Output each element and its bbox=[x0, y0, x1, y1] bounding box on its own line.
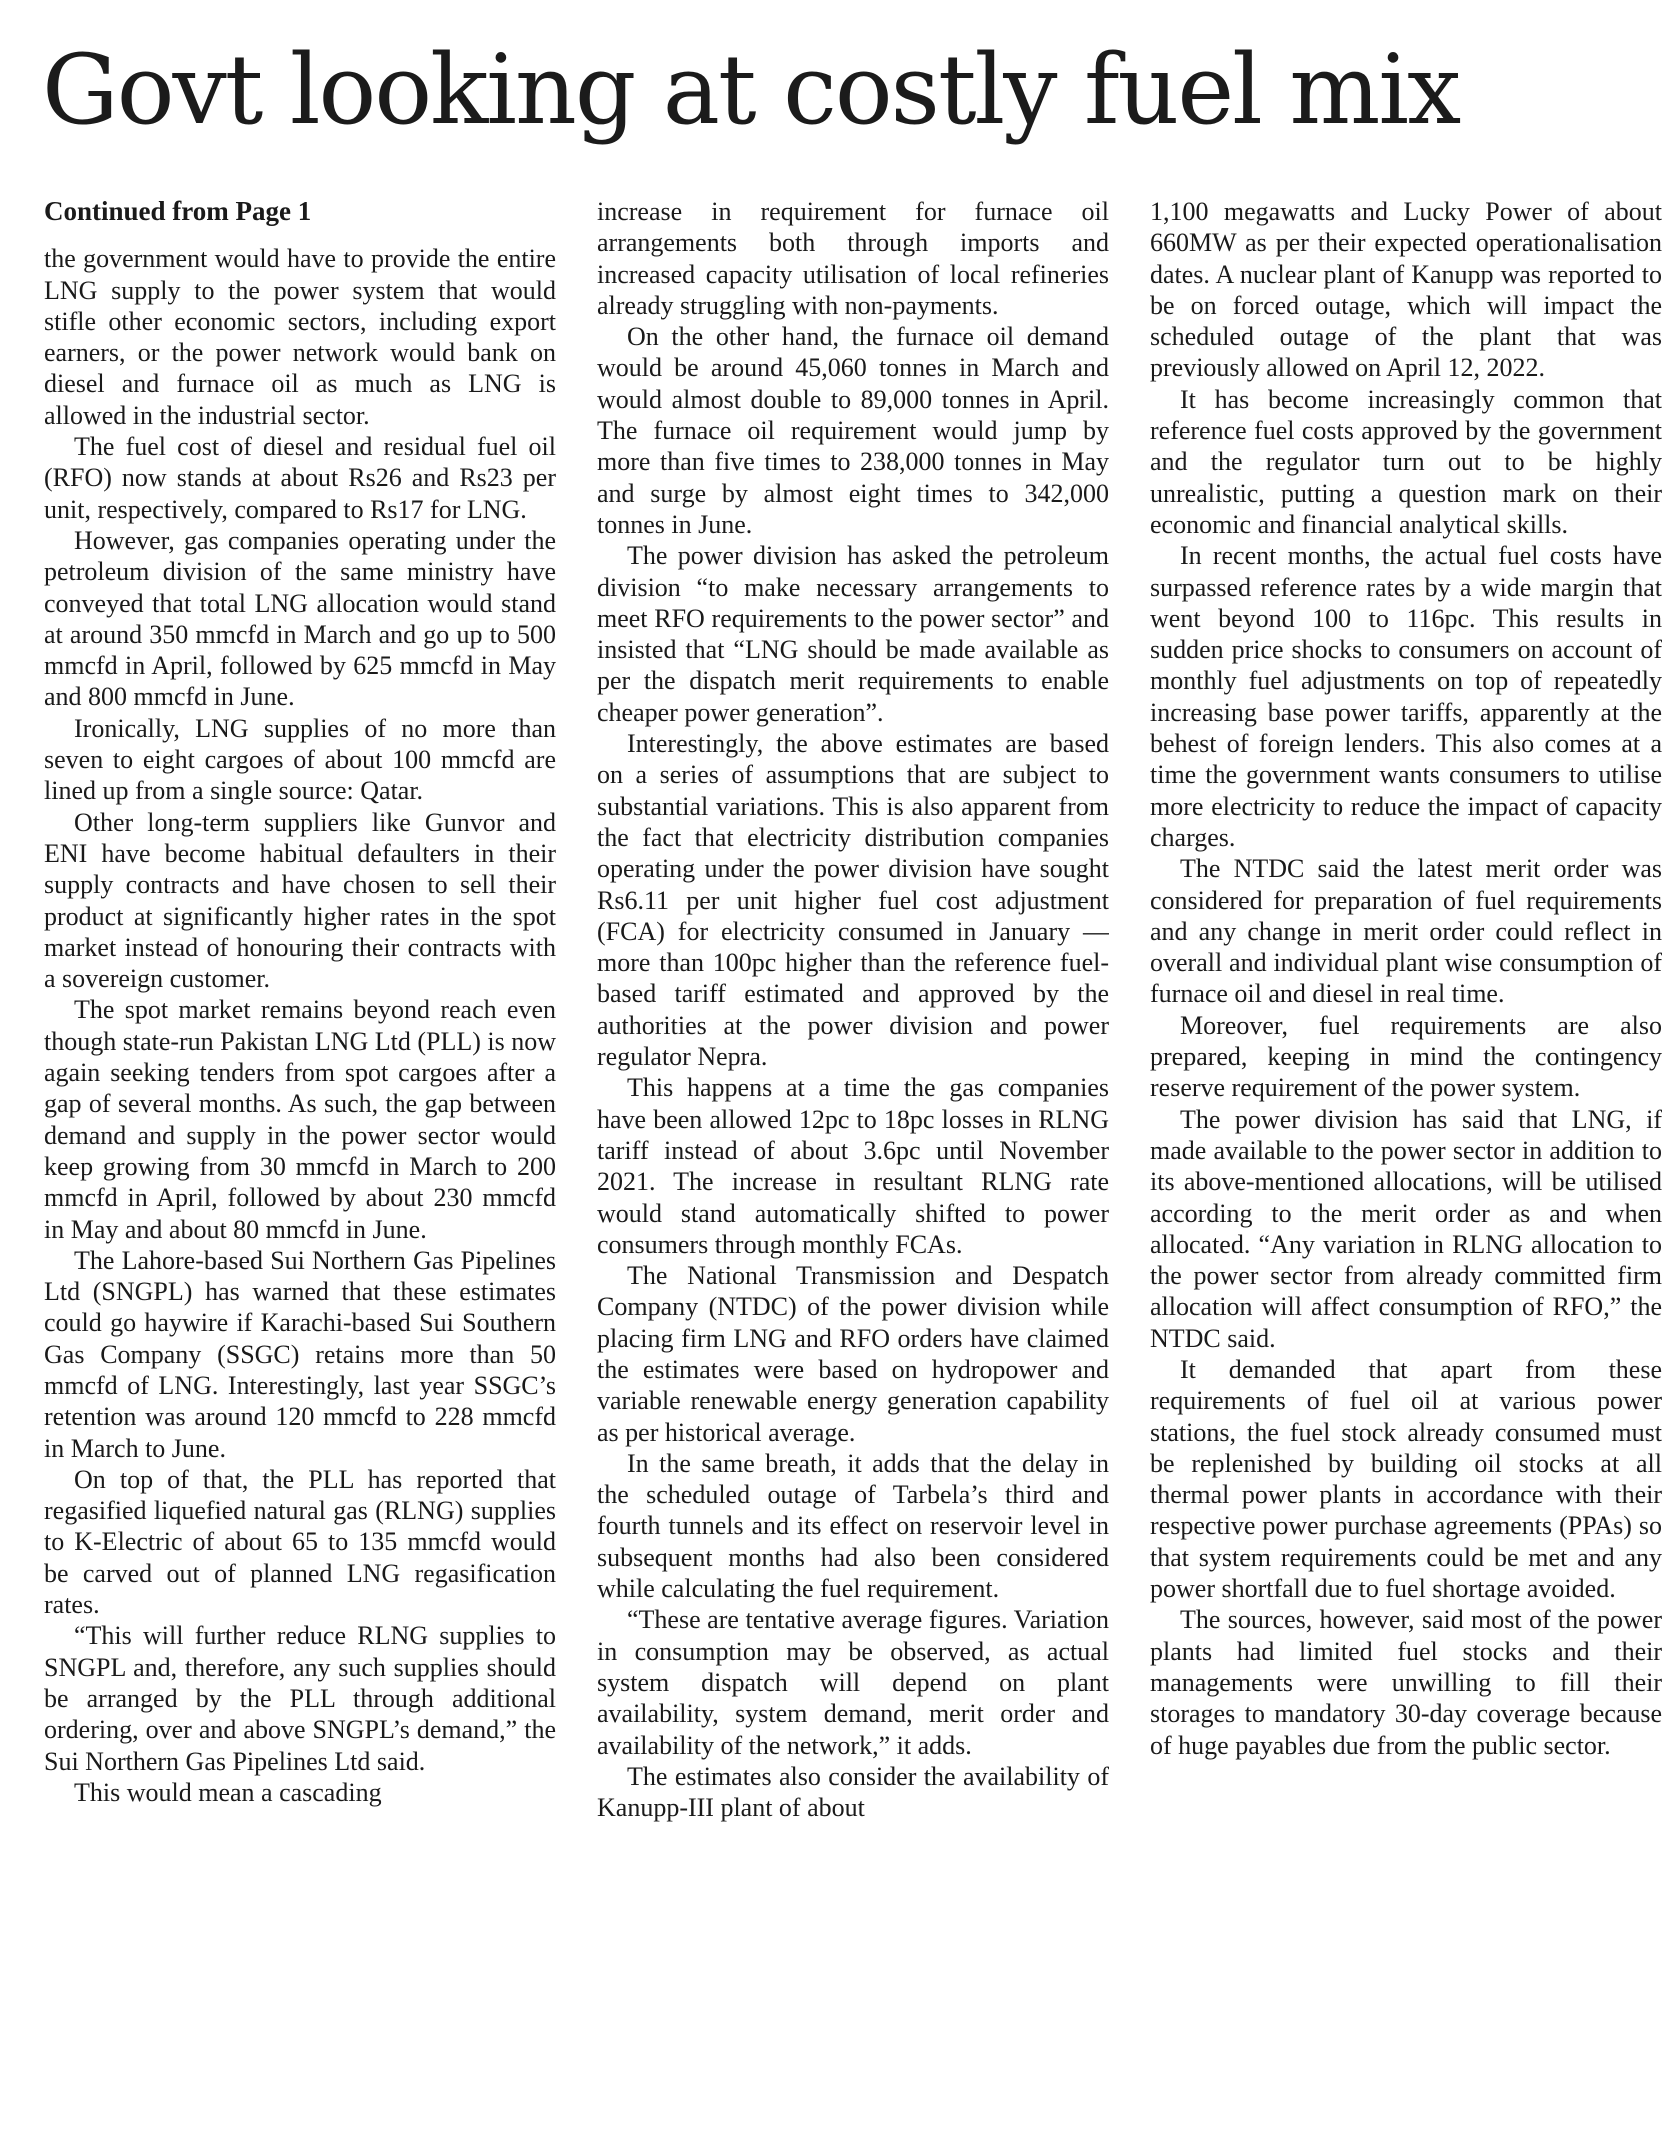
paragraph: On top of that, the PLL has reported that regasified liquefied natural gas (RLNG) supplies to K-Electric of about 65 to 135 mmcfd would be carved out of planned LNG regasification rates. bbox=[44, 1464, 556, 1620]
column-1 bbox=[44, 196, 556, 2096]
paragraph: 1,100 megawatts and Lucky Power of about 660MW as per their expected operationalisation dates. A nuclear plant of Kanupp was reported to be on forced outage, which will impact the scheduled outage of the plant that was previously allowed on April 12, 2022. bbox=[1150, 197, 1662, 383]
paragraph: On the other hand, the furnace oil demand would be around 45,060 tonnes in March and would almost double to 89,000 tonnes in April. The furnace oil requirement would jump by more than five times to 238,000 tonnes in May and surge by almost eight times to 342,000 tonnes in June. bbox=[597, 322, 1109, 539]
paragraph: The Lahore-based Sui Northern Gas Pipelines Ltd (SNGPL) has warned that these estimates could go haywire if Karachi-based Sui Southern Gas Company (SSGC) retains more than 50 mmcfd of LNG. Interestingly, last year SSGC’s retention was around 120 mmcfd to 228 mmcfd in March to June. bbox=[44, 1245, 556, 1463]
continued-from-label: Continued from Page 1 bbox=[44, 196, 312, 226]
paragraph: However, gas companies operating under the petroleum division of the same ministry have conveyed that total LNG allocation would stand at around 350 mmcfd in March and go up to 500 mmcfd in April, followed by 625 mmcfd in May and 800 mmcfd in June. bbox=[44, 525, 556, 712]
paragraph: “These are tentative average figures. Variation in consumption may be observed, as actual system dispatch will depend on plant availability, system demand, merit order and availability of the network,” it adds. bbox=[597, 1605, 1109, 1760]
paragraph: The fuel cost of diesel and residual fuel oil (RFO) now stands at about Rs26 and Rs23 per unit, respectively, compared to Rs17 for LNG. bbox=[44, 432, 556, 524]
paragraph: the government would have to provide the entire LNG supply to the power system that would stifle other economic sectors, including export earners, or the power network would bank on diesel and furnace oil as much as LNG is allowed in the industrial sector. bbox=[44, 244, 556, 430]
paragraph: It has become increasingly common that reference fuel costs approved by the government and the regulator turn out to be highly unrealistic, putting a question mark on their economic and financial analytical skills. bbox=[1150, 384, 1662, 539]
paragraph: Interestingly, the above estimates are based on a series of assumptions that are subject to substantial variations. This is also apparent from the fact that electricity distribution companies operating under the power division have sought Rs6.11 per unit higher fuel cost adjustment (FCA) for electricity consumed in January — more than 100pc higher than the reference fuel-based tariff estimated and approved by the authorities at the power division and power regulator Nepra. bbox=[597, 729, 1109, 1072]
paragraph: It demanded that apart from these requirements of fuel oil at various power stations, the fuel stock already consumed must be replenished by building oil stocks at all thermal power plants in accordance with their respective power purchase agreements (PPAs) so that system requirements could be met and any power shortfall due to fuel shortage avoided. bbox=[1150, 1354, 1662, 1604]
paragraph: Moreover, fuel requirements are also prepared, keeping in mind the contingency reserve requirement of the power system. bbox=[1150, 1010, 1662, 1103]
paragraph: In recent months, the actual fuel costs have surpassed reference rates by a wide margin that went beyond 100 to 116pc. This results in sudden price shocks to consumers on account of monthly fuel adjustments on top of repeatedly increasing base power tariffs, apparently at the behest of foreign lenders. This also comes at a time the government wants consumers to utilise more electricity to reduce the impact of capacity charges. bbox=[1150, 541, 1662, 852]
column-3 bbox=[1150, 196, 1662, 2096]
paragraph: This happens at a time the gas companies have been allowed 12pc to 18pc losses in RLNG tariff instead of about 3.6pc until November 2021. The increase in resultant RLNG rate would stand automatically shifted to power consumers through monthly FCAs. bbox=[597, 1073, 1109, 1259]
article-body bbox=[44, 196, 1662, 2096]
paragraph: The estimates also consider the availability of Kanupp-III plant of about bbox=[597, 1761, 1109, 1823]
paragraph: increase in requirement for furnace oil arrangements both through imports and increased capacity utilisation of local refineries already struggling with non-payments. bbox=[597, 197, 1109, 320]
paragraph: Other long-term suppliers like Gunvor and ENI have become habitual defaulters in their supply contracts and have chosen to sell their product at significantly higher rates in the spot market instead of honouring their contracts with a sovereign customer. bbox=[44, 807, 556, 994]
paragraph: Ironically, LNG supplies of no more than seven to eight cargoes of about 100 mmcfd are lined up from a single source: Qatar. bbox=[44, 713, 556, 806]
column-2 bbox=[597, 196, 1109, 2096]
paragraph: The NTDC said the latest merit order was considered for preparation of fuel requirements and any change in merit order could reflect in overall and individual plant wise consumption of furnace oil and diesel in real time. bbox=[1150, 854, 1662, 1009]
paragraph: The spot market remains beyond reach even though state-run Pakistan LNG Ltd (PLL) is now again seeking tenders from spot cargoes after a gap of several months. As such, the gap between demand and supply in the power sector would keep growing from 30 mmcfd in March to 200 mmcfd in April, followed by about 230 mmcfd in May and about 80 mmcfd in June. bbox=[44, 995, 556, 1244]
paragraph: This would mean a cascading bbox=[74, 1777, 382, 1807]
paragraph: The power division has said that LNG, if made available to the power sector in addition to its above-mentioned allocations, will be utilised according to the merit order as and when allocated. “Any variation in RLNG allocation to the power sector from already committed firm allocation will affect consumption of RFO,” the NTDC said. bbox=[1150, 1104, 1662, 1353]
paragraph: The National Transmission and Despatch Company (NTDC) of the power division while placing firm LNG and RFO orders have claimed the estimates were based on hydropower and variable renewable energy generation capability as per historical average. bbox=[597, 1261, 1109, 1447]
paragraph: “This will further reduce RLNG supplies to SNGPL and, therefore, any such supplies should be arranged by the PLL through additional ordering, over and above SNGPL’s demand,” the Sui Northern Gas Pipelines Ltd said. bbox=[44, 1621, 556, 1776]
paragraph: The sources, however, said most of the power plants had limited fuel stocks and their managements were unwilling to fill their storages to mandatory 30-day coverage because of huge payables due from the public sector. bbox=[1150, 1605, 1662, 1760]
paragraph: In the same breath, it adds that the delay in the scheduled outage of Tarbela’s third and fourth tunnels and its effect on reservoir level in subsequent months had also been considered while calculating the fuel requirement. bbox=[597, 1448, 1109, 1604]
headline: Govt looking at costly fuel mix bbox=[42, 34, 1460, 146]
paragraph: The power division has asked the petroleum division “to make necessary arrangements to meet RFO requirements to the power sector” and insisted that “LNG should be made available as per the dispatch merit requirements to enable cheaper power generation”. bbox=[597, 541, 1109, 727]
